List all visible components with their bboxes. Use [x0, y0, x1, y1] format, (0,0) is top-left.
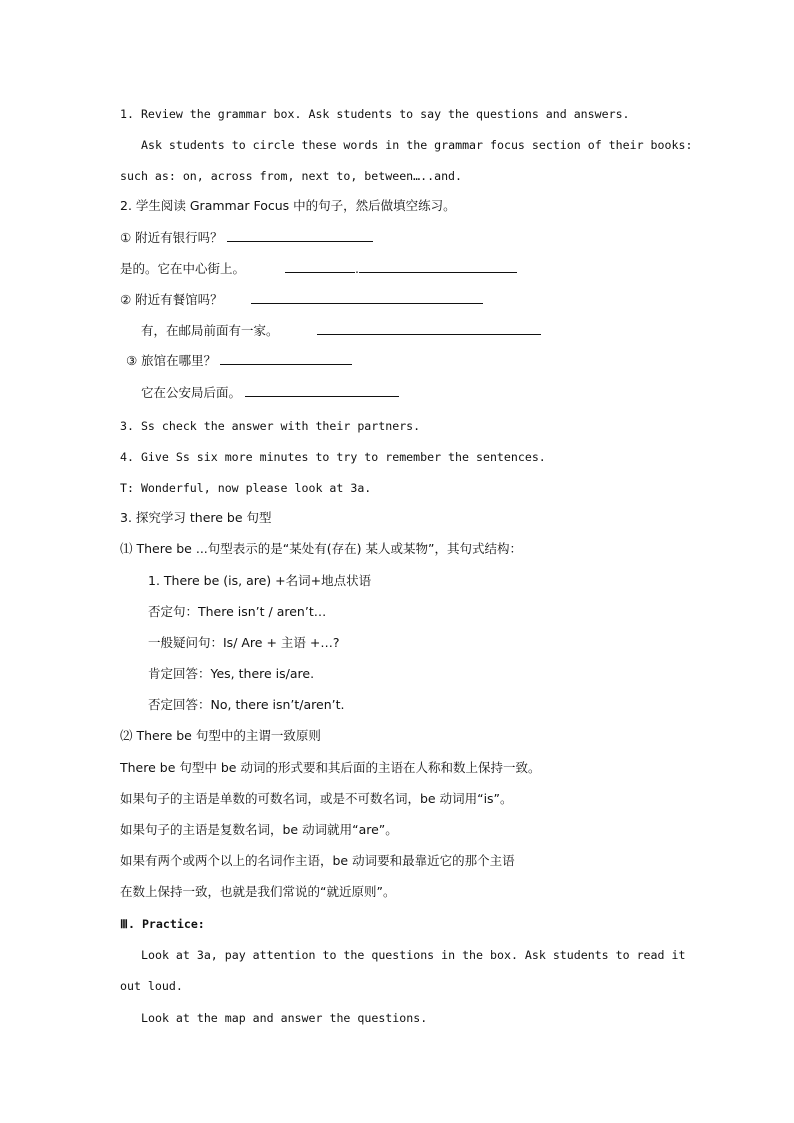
practice-heading: Ⅲ. Practice: — [120, 917, 205, 931]
step-2-heading: 2. 学生阅读 Grammar Focus 中的句子，然后做填空练习。 — [120, 198, 456, 213]
exercise-2-question — [120, 291, 483, 308]
exercise-3-answer — [141, 384, 399, 401]
positive-answer: 肯定回答：Yes, there is/are. — [148, 666, 315, 681]
point-2-heading: ⑵ There be 句型中的主谓一致原则 — [120, 728, 321, 743]
answer-blank-4[interactable] — [251, 291, 483, 304]
step-4-remember: 4. Give Ss six more minutes to try to remember the sentences. — [120, 450, 546, 464]
negative-form: 否定句：There isn’t / aren’t… — [148, 604, 327, 619]
answer-blank-2[interactable] — [285, 260, 355, 273]
teacher-line: T: Wonderful, now please look at 3a. — [120, 481, 372, 495]
point-1-heading: ⑴ There be ...句型表示的是“某处有(存在) 某人或某物”，其句式结构： — [120, 541, 522, 556]
blank-separator: . — [355, 261, 359, 276]
answer-blank-5[interactable] — [317, 322, 541, 335]
step-3-check: 3. Ss check the answer with their partners. — [120, 419, 421, 433]
plural-rule: 如果句子的主语是复数名词，be 动词就用“are”。 — [120, 822, 398, 837]
answer-blank-6[interactable] — [220, 352, 352, 365]
exercise-2-answer — [141, 322, 541, 339]
exercise-2-answer-text: 有，在邮局前面有一家。 — [141, 323, 279, 338]
answer-blank-1[interactable] — [227, 229, 373, 242]
exercise-1-answer — [120, 260, 517, 277]
exercise-3-question-text: ③ 旅馆在哪里？ — [126, 353, 217, 368]
exercise-1-answer-text: 是的。它在中心街上。 — [120, 261, 246, 276]
singular-rule: 如果句子的主语是单数的可数名词，或是不可数名词，be 动词用“is”。 — [120, 791, 513, 806]
exercise-3-question — [126, 352, 352, 369]
practice-instruction-line-2: out loud. — [120, 979, 183, 993]
agreement-rule: There be 句型中 be 动词的形式要和其后面的主语在人称和数上保持一致。 — [120, 760, 541, 775]
answer-blank-7[interactable] — [245, 384, 399, 397]
structure-formula: 1. There be (is, are) +名词+地点状语 — [148, 573, 372, 588]
exercise-2-question-text: ② 附近有餐馆吗？ — [120, 292, 223, 307]
proximity-rule-line-1: 如果有两个或两个以上的名词作主语，be 动词要和最靠近它的那个主语 — [120, 853, 515, 868]
practice-map-instruction: Look at the map and answer the questions. — [141, 1011, 428, 1025]
step-1-examples: such as: on, across from, next to, between…..and. — [120, 169, 463, 183]
question-form: 一般疑问句：Is/ Are + 主语 +…? — [148, 635, 340, 650]
exercise-1-question — [120, 229, 373, 246]
section-3-heading: 3. 探究学习 there be 句型 — [120, 510, 272, 525]
exercise-1-question-text: ① 附近有银行吗？ — [120, 230, 223, 245]
exercise-3-answer-text: 它在公安局后面。 — [141, 385, 242, 400]
answer-blank-3[interactable] — [359, 260, 517, 273]
proximity-rule-line-2: 在数上保持一致，也就是我们常说的“就近原则”。 — [120, 884, 396, 899]
step-1-review: 1. Review the grammar box. Ask students to say the questions and answers. — [120, 107, 630, 121]
step-1-circle-words: Ask students to circle these words in the grammar focus section of their books: — [141, 138, 693, 152]
negative-answer: 否定回答：No, there isn’t/aren’t. — [148, 697, 345, 712]
practice-instruction-line-1: Look at 3a, pay attention to the questions in the box. Ask students to read it — [141, 948, 686, 962]
